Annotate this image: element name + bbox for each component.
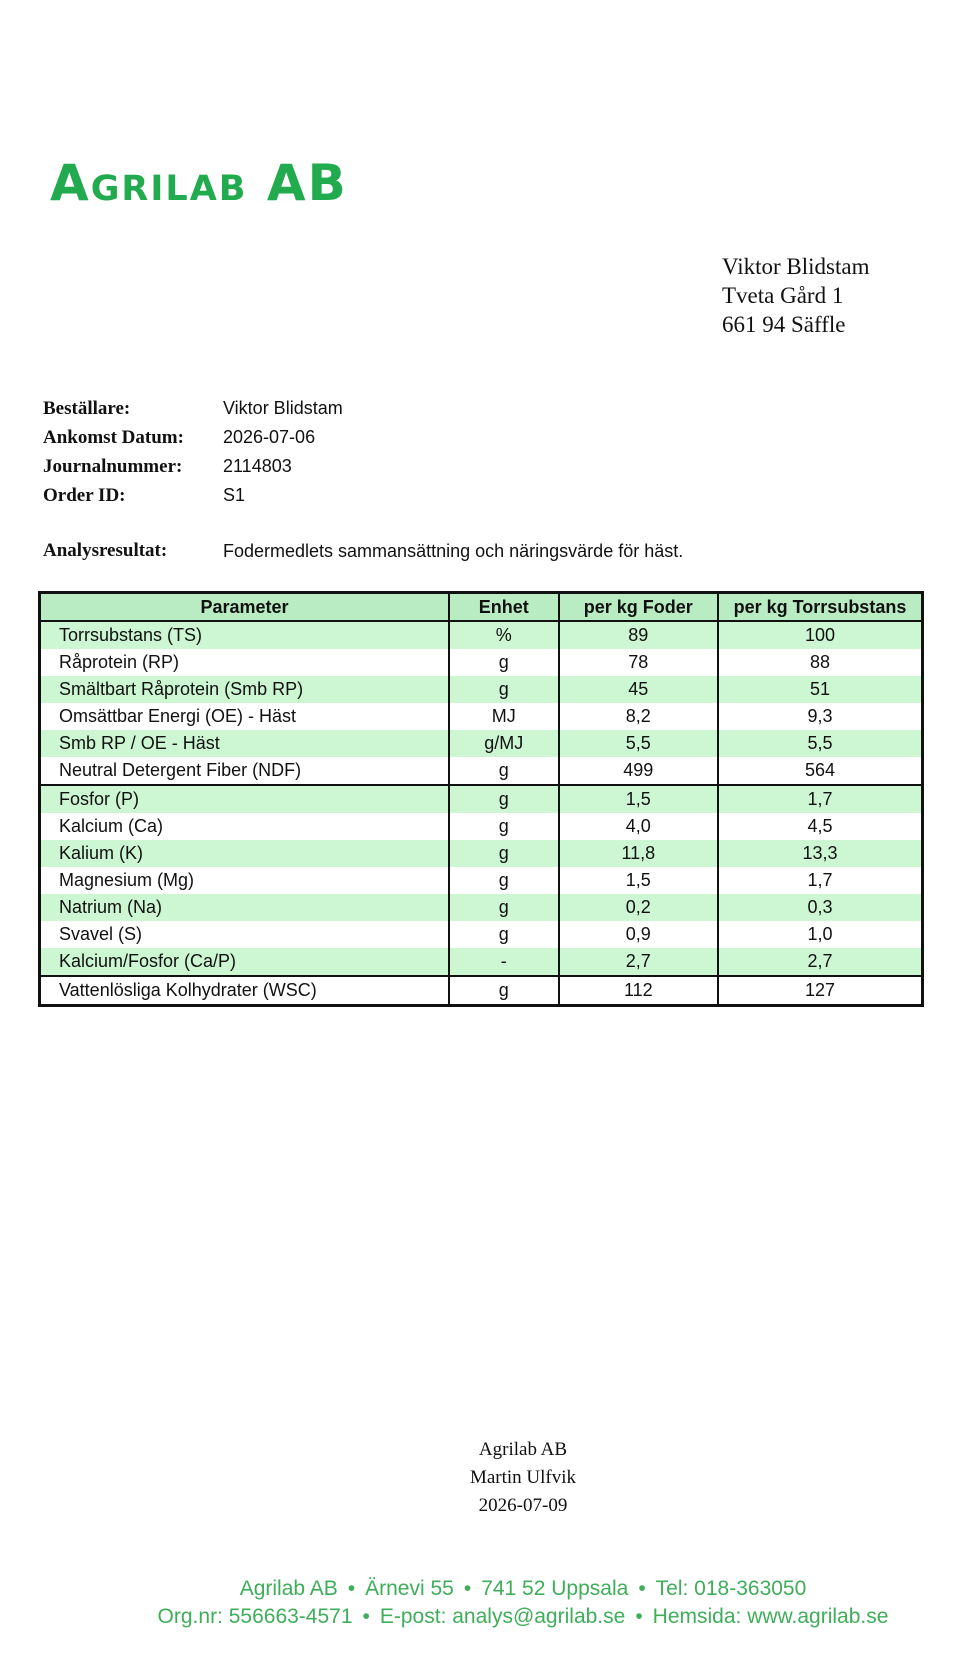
table-row bbox=[40, 757, 923, 785]
cell-unit: g bbox=[449, 840, 559, 867]
cell-unit: g bbox=[449, 649, 559, 676]
table-row bbox=[40, 730, 923, 757]
meta-row-orderer bbox=[43, 394, 343, 423]
table-row bbox=[40, 813, 923, 840]
footer-separator: • bbox=[347, 1577, 356, 1600]
company-logo: Agrilab AB bbox=[50, 154, 348, 212]
cell-per-kg-feed: 2,7 bbox=[559, 948, 718, 976]
footer-item: Agrilab AB bbox=[239, 1577, 338, 1600]
cell-unit: % bbox=[449, 621, 559, 649]
column-header-unit: Enhet bbox=[449, 593, 559, 622]
meta-label: Ankomst Datum: bbox=[43, 426, 184, 448]
footer-line-2 bbox=[0, 1603, 960, 1631]
meta-value: 2026-07-06 bbox=[223, 427, 316, 447]
recipient-city: 661 94 Säffle bbox=[722, 312, 846, 337]
table-row bbox=[40, 948, 923, 976]
cell-unit: g bbox=[449, 894, 559, 921]
page-footer bbox=[0, 1575, 960, 1631]
signature-person: Martin Ulfvik bbox=[469, 1467, 577, 1488]
cell-per-kg-dry-matter: 1,7 bbox=[718, 867, 923, 894]
cell-per-kg-dry-matter: 9,3 bbox=[718, 703, 923, 730]
recipient-name: Viktor Blidstam bbox=[722, 254, 870, 279]
cell-per-kg-dry-matter: 127 bbox=[718, 976, 923, 1006]
column-header-per-kg-dry-matter: per kg Torrsubstans bbox=[718, 593, 923, 622]
cell-parameter: Kalcium (Ca) bbox=[40, 813, 449, 840]
cell-unit: g bbox=[449, 757, 559, 785]
cell-per-kg-dry-matter: 0,3 bbox=[718, 894, 923, 921]
cell-per-kg-feed: 1,5 bbox=[559, 785, 718, 813]
meta-label: Journalnummer: bbox=[43, 455, 183, 477]
cell-per-kg-dry-matter: 88 bbox=[718, 649, 923, 676]
meta-label: Beställare: bbox=[43, 397, 131, 419]
analysis-result bbox=[43, 538, 683, 564]
cell-per-kg-dry-matter: 2,7 bbox=[718, 948, 923, 976]
cell-per-kg-feed: 4,0 bbox=[559, 813, 718, 840]
meta-row-arrival-date bbox=[43, 423, 343, 452]
cell-per-kg-feed: 0,2 bbox=[559, 894, 718, 921]
meta-value: 2114803 bbox=[223, 456, 292, 476]
cell-per-kg-feed: 5,5 bbox=[559, 730, 718, 757]
cell-per-kg-feed: 8,2 bbox=[559, 703, 718, 730]
table-row bbox=[40, 921, 923, 948]
cell-per-kg-dry-matter: 100 bbox=[718, 621, 923, 649]
cell-per-kg-feed: 45 bbox=[559, 676, 718, 703]
cell-parameter: Natrium (Na) bbox=[40, 894, 449, 921]
cell-per-kg-dry-matter: 13,3 bbox=[718, 840, 923, 867]
cell-per-kg-dry-matter: 4,5 bbox=[718, 813, 923, 840]
cell-per-kg-dry-matter: 1,0 bbox=[718, 921, 923, 948]
recipient-street: Tveta Gård 1 bbox=[722, 283, 844, 308]
cell-per-kg-feed: 1,5 bbox=[559, 867, 718, 894]
footer-separator: • bbox=[362, 1605, 370, 1628]
cell-per-kg-feed: 499 bbox=[559, 757, 718, 785]
table-row bbox=[40, 649, 923, 676]
cell-unit: g bbox=[449, 921, 559, 948]
cell-parameter: Kalcium/Fosfor (Ca/P) bbox=[40, 948, 449, 976]
cell-unit: - bbox=[449, 948, 559, 976]
table-row bbox=[40, 867, 923, 894]
cell-per-kg-dry-matter: 1,7 bbox=[718, 785, 923, 813]
footer-item: Org.nr: 556663-4571 bbox=[157, 1605, 353, 1628]
table-row bbox=[40, 703, 923, 730]
cell-unit: g bbox=[449, 867, 559, 894]
footer-item: Hemsida: www.agrilab.se bbox=[652, 1605, 889, 1628]
cell-parameter: Kalium (K) bbox=[40, 840, 449, 867]
cell-parameter: Neutral Detergent Fiber (NDF) bbox=[40, 757, 449, 785]
cell-unit: g bbox=[449, 785, 559, 813]
signature-date: 2026-07-09 bbox=[478, 1495, 568, 1516]
meta-label: Order ID: bbox=[43, 484, 126, 506]
footer-separator: • bbox=[638, 1577, 646, 1600]
cell-per-kg-feed: 89 bbox=[559, 621, 718, 649]
table-row bbox=[40, 785, 923, 813]
meta-row-journal-number bbox=[43, 452, 343, 481]
cell-per-kg-dry-matter: 51 bbox=[718, 676, 923, 703]
cell-parameter: Torrsubstans (TS) bbox=[40, 621, 449, 649]
table-row bbox=[40, 840, 923, 867]
cell-parameter: Smältbart Råprotein (Smb RP) bbox=[40, 676, 449, 703]
footer-separator: • bbox=[463, 1577, 472, 1600]
cell-parameter: Fosfor (P) bbox=[40, 785, 449, 813]
table-header-row bbox=[40, 593, 923, 622]
recipient-address bbox=[722, 252, 869, 339]
cell-unit: g bbox=[449, 813, 559, 840]
footer-item: Ärnevi 55 bbox=[365, 1577, 454, 1600]
cell-unit: g bbox=[449, 976, 559, 1006]
analysis-label: Analysresultat: bbox=[43, 540, 168, 561]
order-meta bbox=[43, 394, 343, 510]
cell-parameter: Smb RP / OE - Häst bbox=[40, 730, 449, 757]
meta-value: S1 bbox=[223, 485, 246, 505]
cell-parameter: Råprotein (RP) bbox=[40, 649, 449, 676]
footer-line-1 bbox=[0, 1575, 960, 1603]
cell-per-kg-feed: 11,8 bbox=[559, 840, 718, 867]
results-table bbox=[38, 591, 924, 1007]
cell-per-kg-feed: 0,9 bbox=[559, 921, 718, 948]
footer-separator: • bbox=[635, 1605, 643, 1628]
column-header-per-kg-feed: per kg Foder bbox=[559, 593, 718, 622]
footer-item: E-post: analys@agrilab.se bbox=[379, 1605, 626, 1628]
cell-unit: g bbox=[449, 676, 559, 703]
meta-row-order-id bbox=[43, 481, 343, 510]
analysis-description: Fodermedlets sammansättning och näringsvärde för häst. bbox=[223, 540, 684, 561]
footer-item: 741 52 Uppsala bbox=[481, 1577, 629, 1600]
table-row bbox=[40, 976, 923, 1006]
cell-per-kg-feed: 112 bbox=[559, 976, 718, 1006]
column-header-parameter: Parameter bbox=[40, 593, 449, 622]
meta-value: Viktor Blidstam bbox=[223, 398, 343, 418]
cell-parameter: Svavel (S) bbox=[40, 921, 449, 948]
signature-company: Agrilab AB bbox=[478, 1439, 568, 1460]
cell-per-kg-dry-matter: 5,5 bbox=[718, 730, 923, 757]
footer-item: Tel: 018-363050 bbox=[655, 1577, 807, 1600]
table-row bbox=[40, 676, 923, 703]
cell-per-kg-feed: 78 bbox=[559, 649, 718, 676]
table-row bbox=[40, 621, 923, 649]
cell-per-kg-dry-matter: 564 bbox=[718, 757, 923, 785]
cell-parameter: Magnesium (Mg) bbox=[40, 867, 449, 894]
table-row bbox=[40, 894, 923, 921]
cell-unit: g/MJ bbox=[449, 730, 559, 757]
cell-parameter: Omsättbar Energi (OE) - Häst bbox=[40, 703, 449, 730]
signature-block bbox=[0, 1436, 960, 1520]
cell-unit: MJ bbox=[449, 703, 559, 730]
cell-parameter: Vattenlösliga Kolhydrater (WSC) bbox=[40, 976, 449, 1006]
